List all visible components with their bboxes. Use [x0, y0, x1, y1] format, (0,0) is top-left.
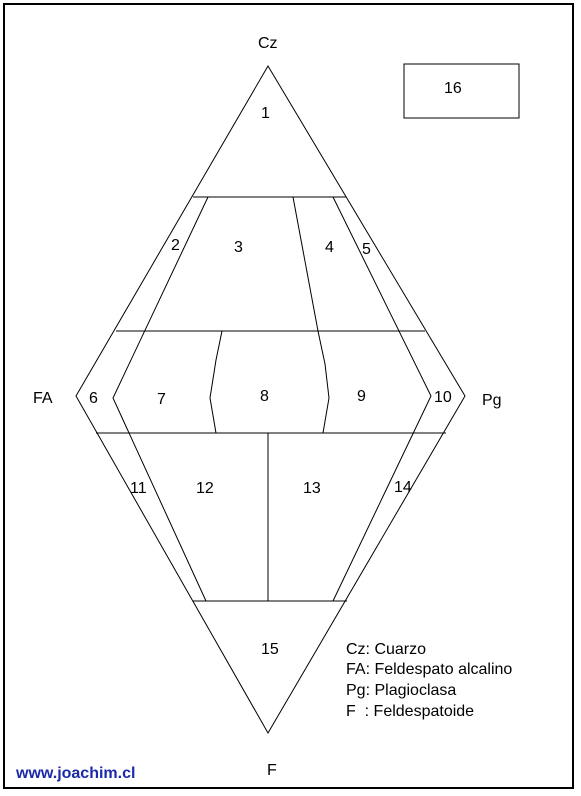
field-label-3: 3 — [234, 239, 243, 256]
field-label-4: 4 — [325, 239, 334, 256]
field-label-16: 16 — [444, 80, 462, 97]
outer-diamond — [76, 66, 465, 733]
field-label-7: 7 — [157, 391, 166, 408]
field-label-8: 8 — [260, 388, 269, 405]
vertex-label-top: Cz — [258, 35, 278, 52]
line-8-9 — [318, 331, 329, 433]
legend-item-fa: FA: Feldespato alcalino — [346, 661, 513, 678]
legend-item-cz: Cz: Cuarzo — [346, 641, 427, 658]
vertex-label-left: FA — [33, 390, 53, 407]
vertex-label-bottom: F — [267, 762, 277, 779]
field-label-10: 10 — [434, 389, 452, 406]
field-label-9: 9 — [357, 388, 366, 405]
legend-item-pg: Pg: Plagioclasa — [346, 682, 457, 699]
field-label-5: 5 — [362, 241, 371, 258]
legend-item-f: F : Feldespatoide — [346, 703, 475, 720]
vertex-label-right: Pg — [482, 392, 502, 409]
legend — [346, 641, 512, 720]
field-label-12: 12 — [196, 480, 214, 497]
field-label-14: 14 — [394, 479, 412, 496]
field-label-15: 15 — [261, 641, 279, 658]
field-label-6: 6 — [89, 390, 98, 407]
line-3-4 — [293, 197, 318, 331]
field-label-1: 1 — [261, 105, 270, 122]
website-link[interactable]: www.joachim.cl — [16, 765, 136, 782]
field-label-13: 13 — [303, 480, 321, 497]
field-label-11: 11 — [130, 480, 147, 497]
field-label-2: 2 — [171, 237, 180, 254]
line-7-8 — [210, 331, 222, 433]
